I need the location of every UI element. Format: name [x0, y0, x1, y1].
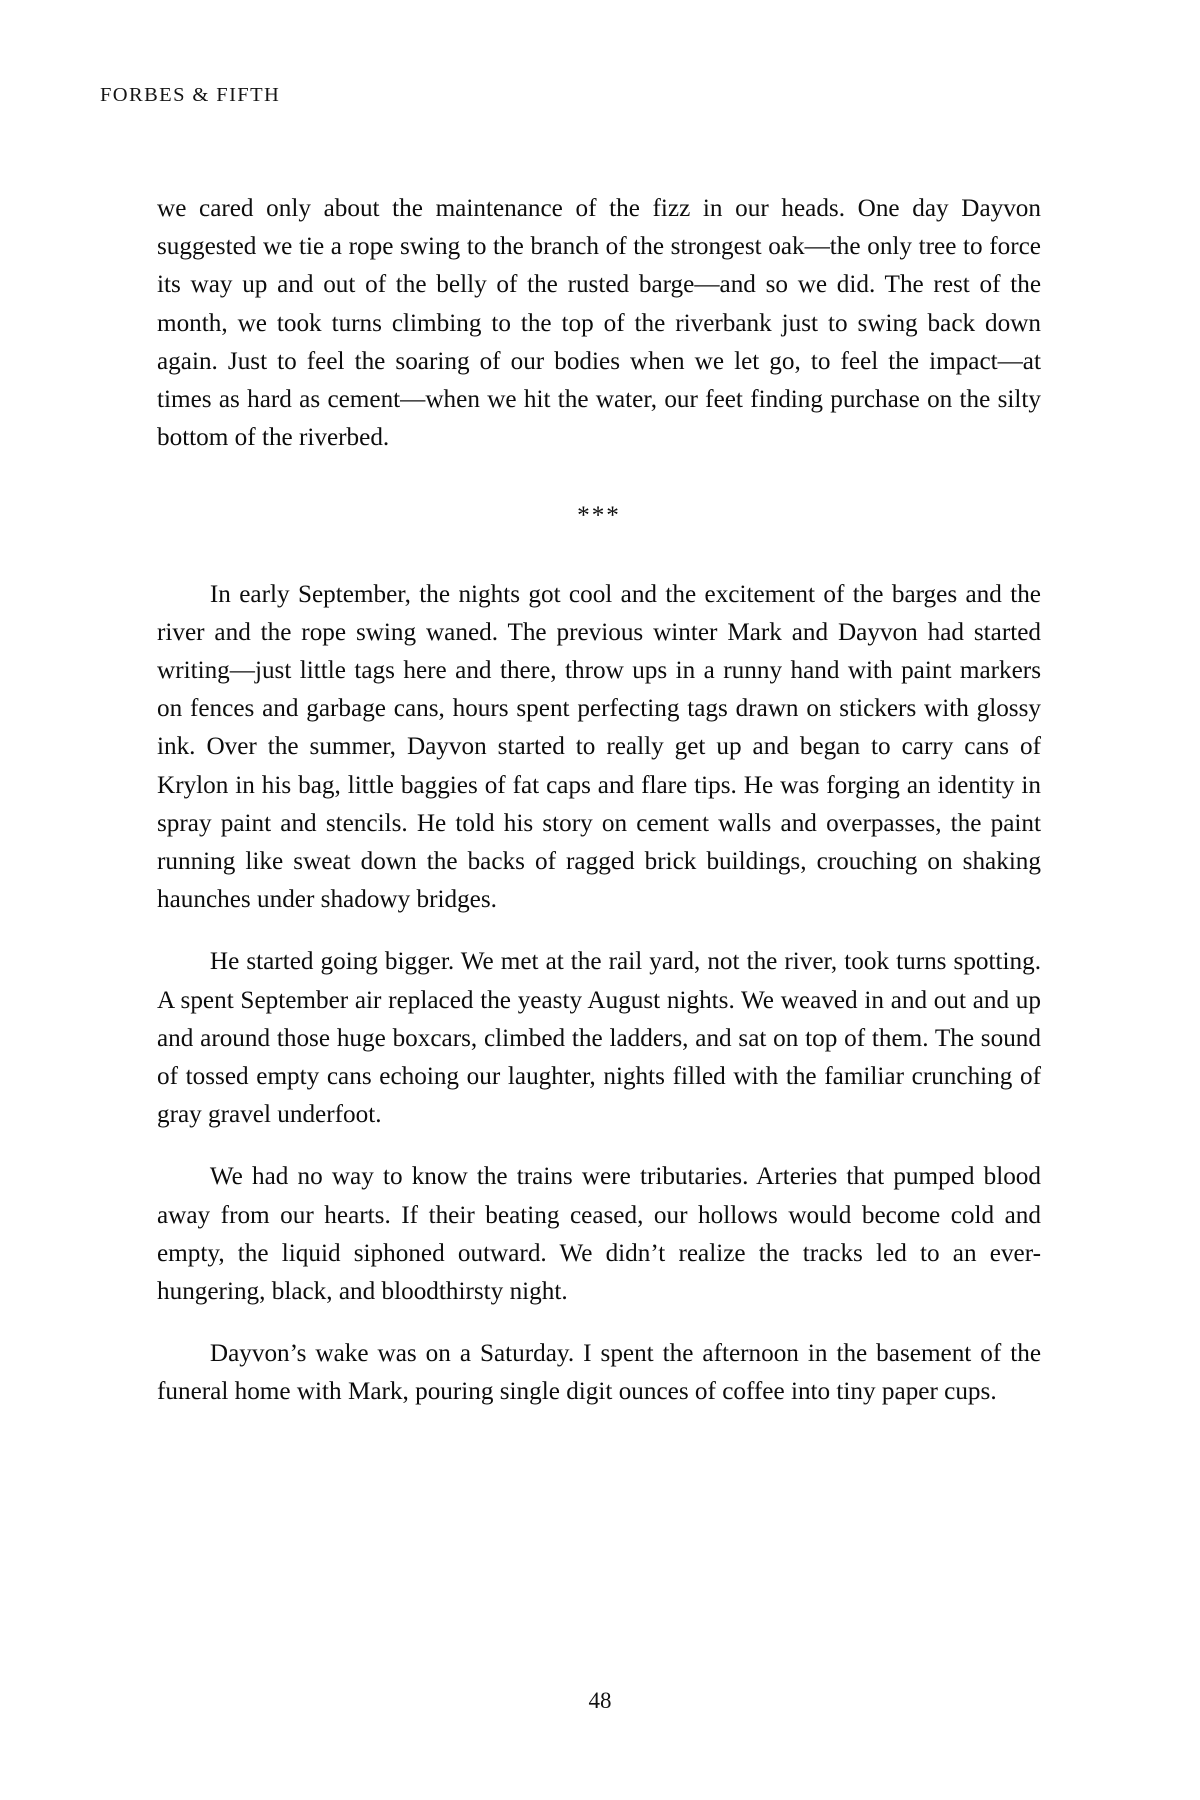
paragraph-2: In early September, the nights got cool and the excitement of the barges and the river and the rope swing waned. The previous winter Mark and Dayvon had started writing—just little tags here and there, throw ups in a runny hand with paint markers on fences and garbage cans, hours spent perfecting tags drawn on stickers with glossy ink. Over the summer, Dayvon started to really get up and began to carry cans of Krylon in his bag, little baggies of fat caps and flare tips. He was forging an identity in spray paint and stencils. He told his story on cement walls and overpasses, the paint running like sweat down the backs of ragged brick buildings, crouching on shaking haunches under shadowy bridges.: [157, 580, 1041, 914]
paragraph-5: Dayvon’s wake was on a Saturday. I spent the afternoon in the basement of the funeral home with Mark, pouring single digit ounces of coffee into tiny paper cups.: [157, 1340, 1041, 1406]
page-number: 48: [588, 1688, 612, 1713]
paragraph-spacer: [157, 919, 1041, 943]
paragraph-4: We had no way to know the trains were tributaries. Arteries that pumped blood away from our hearts. If their beating ceased, our hollows would become cold and empty, the liquid siphoned outward. We didn’t realize the tracks led to an ever-hungering, black, and bloodthirsty night.: [157, 1163, 1041, 1306]
paragraph-continuation: we cared only about the maintenance of the fizz in our heads. One day Dayvon suggested we tie a rope swing to the branch of the strongest oak—the only tree to force its way up and out of the belly of the rusted barge—and so we did. The rest of the month, we took turns climbing to the top of the riverbank just to swing back down again. Just to feel the soaring of our bodies when we let go, to feel the impact—at times as hard as cement—when we hit the water, our feet finding purchase on the silty bottom of the riverbed.: [157, 195, 1041, 452]
section-divider: ***: [577, 502, 621, 530]
running-head: FORBES & FIFTH: [100, 84, 281, 106]
paragraph-spacer: [157, 1134, 1041, 1158]
page-body: [157, 190, 1041, 1412]
paragraph-3: He started going bigger. We met at the rail yard, not the river, took turns spotting. A spent September air replaced the yeasty August nights. We weaved in and out and up and around those huge boxcars, climbed the ladders, and sat on top of them. The sound of tossed empty cans echoing our laughter, nights filled with the familiar crunching of gray gravel underfoot.: [157, 948, 1041, 1129]
paragraph-spacer: [157, 1311, 1041, 1335]
